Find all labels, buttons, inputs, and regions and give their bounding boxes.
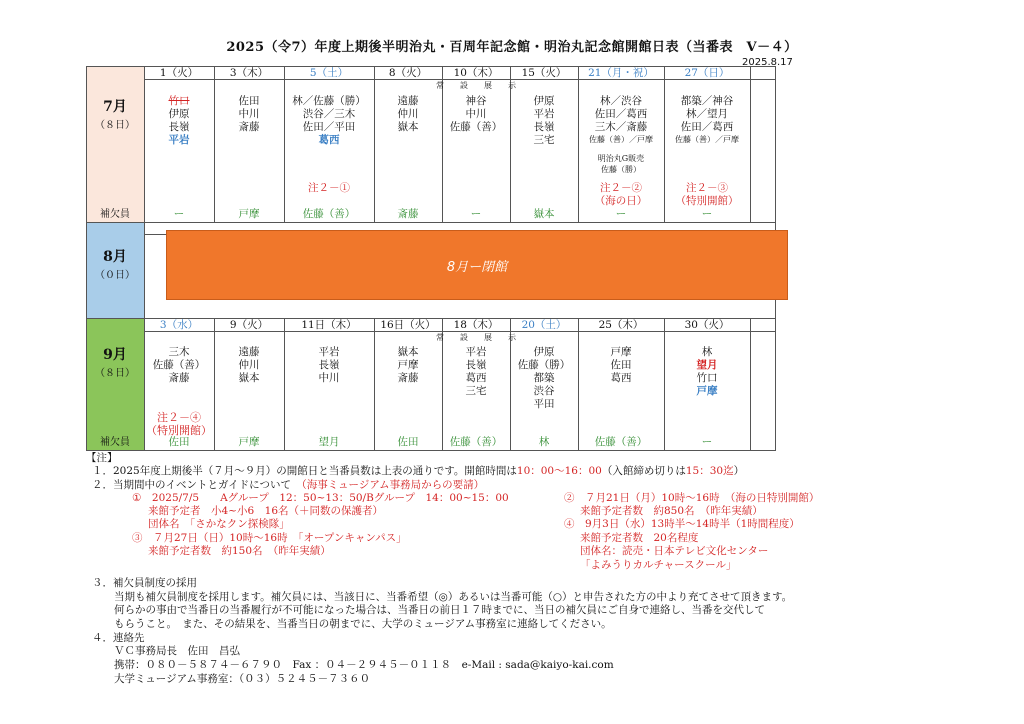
event-1-line-3: 団体名 「さかなクン探検隊」 <box>148 518 290 530</box>
july-hoketsu-2: 戸摩 <box>238 208 260 220</box>
july-header-2: 3（木） <box>229 67 269 79</box>
sep-col-8: 林 望月 竹口 戸摩 <box>696 346 718 397</box>
event-3-line-1: ③ ７月27日（日）10時～16時 「オープンキャンパス」 <box>132 532 407 544</box>
july-header-1: 1（火） <box>159 67 199 79</box>
sep-hoketsu-4: 佐田 <box>397 436 419 448</box>
sep-col-5: 平岩 長嶺 葛西 三宅 <box>465 346 487 397</box>
sep-header-8: 30（火） <box>684 319 730 331</box>
july-col-3: 林／佐藤（勝） 渋谷／三木 佐田／平田 葛西 <box>292 95 366 146</box>
july-bg <box>86 66 144 222</box>
sep-col-1: 三木 佐藤（善） 斎藤 <box>152 346 206 384</box>
july-month: 7月 <box>103 99 127 115</box>
july-hoketsu-1: ー <box>173 208 185 220</box>
sep-header-6: 20（土） <box>521 319 567 331</box>
sep-col-4: 嶽本 戸摩 斎藤 <box>397 346 419 384</box>
september-days: （８日） <box>95 368 135 379</box>
july-label <box>86 96 144 131</box>
july-col-5: 神谷 中川 佐藤（善） <box>449 95 503 133</box>
july-col-7: 林／渋谷 佐田／葛西 三木／斎藤 佐藤（善）／戸摩 明治丸G販売 佐藤（勝） <box>578 95 664 175</box>
july-hoketsu-3: 佐藤（善） <box>302 208 356 220</box>
july-permanent-exhibit: 常 設 展 示 <box>436 81 516 90</box>
july-col-2: 佐田 中川 斎藤 <box>238 95 260 133</box>
contact-office: 大学ミュージアム事務室：（０３）５２４５－７３６０ <box>114 673 371 685</box>
page-title: 2025（令7）年度上期後半明治丸・百周年記念館・明治丸記念館開館日表（当番表 V－４） <box>226 40 798 55</box>
event-2-line-2: 来館予定者数 約850名 （昨年実績） <box>580 505 763 517</box>
august-label <box>86 246 144 281</box>
sep-col-6: 伊原 佐藤（勝） 都築 渋谷 平田 <box>517 346 571 410</box>
september-month: 9月 <box>103 347 127 363</box>
july-hoketsu-label: 補欠員 <box>100 209 130 220</box>
sep-header-7: 25（木） <box>598 319 644 331</box>
august-days: （０日） <box>95 270 135 281</box>
august-month: 8月 <box>103 249 127 265</box>
sep-col-3: 平岩 長嶺 中川 <box>318 346 340 384</box>
july-header-7: 21（月・祝） <box>588 67 654 79</box>
event-4-line-3: 団体名：読売・日本テレビ文化センター <box>580 545 769 557</box>
july-header-5: 10（木） <box>453 67 499 79</box>
august-closed-banner: 8月ー閉館 <box>166 230 788 300</box>
remark-3-line-3: もらうこと。 また、その結果を、当番当日の朝までに、大学のミュージアム事務室に連絡してください。 <box>114 618 612 630</box>
july-note-1: 注２－① <box>308 182 350 194</box>
event-2-line-1: ② ７月21日（月）10時～16時 （海の日特別開館） <box>564 492 820 504</box>
event-1-line-2: 来館予定者 小4~小6 16名（＋同数の保護者） <box>148 505 384 517</box>
july-header-6: 15（火） <box>521 67 567 79</box>
schedule-table <box>86 66 776 451</box>
july-col-4: 遠藤 仲川 嶽本 <box>397 95 419 133</box>
sep-header-4: 16日（火） <box>380 319 436 331</box>
remark-4: ４．連絡先 <box>92 632 145 644</box>
sep-hoketsu-label: 補欠員 <box>100 437 130 448</box>
sep-hoketsu-8: ー <box>701 436 713 448</box>
july-header-8: 27（日） <box>684 67 730 79</box>
sep-hoketsu-6: 林 <box>538 436 550 448</box>
sep-header-1: 3（水） <box>159 319 199 331</box>
event-4-line-1: ④ 9月3日（水）13時半～14時半（1時間程度） <box>564 518 800 530</box>
july-hoketsu-7: ー <box>615 208 627 220</box>
july-hoketsu-6: 嶽本 <box>533 208 555 220</box>
remark-2: ２．当期間中のイベントとガイドについて （海事ミュージアム事務局からの要請） <box>92 479 485 491</box>
september-label <box>86 344 144 379</box>
july-col-6: 伊原 平岩 長嶺 三宅 <box>533 95 555 146</box>
event-4-line-4: 「よみうりカルチャースクール」 <box>580 559 737 571</box>
july-hoketsu-8: ー <box>701 208 713 220</box>
july-header-4: 8（火） <box>388 67 428 79</box>
remark-3-line-2: 何らかの事由で当番日の当番履行が不可能になった場合は、当番日の前日１７時までに、当日の補欠員にご自身で連絡し、当番を交代して <box>114 604 765 616</box>
july-note-3: 注２－③ （特別開館） <box>675 182 739 207</box>
sep-permanent-exhibit: 常 設 展 示 <box>436 333 516 342</box>
sale-note: 明治丸G販売 <box>597 154 645 163</box>
july-header-3: 5（土） <box>309 67 349 79</box>
remark-3-line-1: 当期も補欠員制度を採用します。補欠員には、当該日に、当番希望（◎）あるいは当番可能（○）と申告された方の中より充てさせて頂きます。 <box>114 591 793 603</box>
sep-col-7: 戸摩 佐田 葛西 <box>610 346 632 384</box>
july-hoketsu-5: ー <box>470 208 482 220</box>
remark-3: ３．補欠員制度の採用 <box>92 577 197 589</box>
july-col-1: 竹口 伊原 長嶺 平岩 <box>168 95 190 146</box>
july-days: （８日） <box>95 120 135 131</box>
sep-header-2: 9（火） <box>229 319 269 331</box>
july-col-8: 都築／神谷 林／望月 佐田／葛西 佐藤（善）／戸摩 <box>675 95 739 144</box>
remark-1: １．2025年度上期後半（７月～９月）の開館日と当番員数は上表の通りです。開館時間は10：00～16：00（入館締め切りは15：30迄） <box>92 465 745 477</box>
july-note-2: 注２－② （海の日） <box>594 182 648 207</box>
sep-hoketsu-1: 佐田 <box>168 436 190 448</box>
sep-hoketsu-3: 望月 <box>318 436 340 448</box>
contact-name: ＶＣ事務局長 佐田 昌弘 <box>114 645 240 657</box>
contact-phone: 携帯：０８０－５８７４－６７９０ Fax ：０４－２９４５－０１１８ e-Mail : sada@kaiyo-kai.com <box>114 659 614 671</box>
september-bg <box>86 318 144 451</box>
revision-date: 2025.8.17 <box>742 57 793 68</box>
sep-hoketsu-7: 佐藤（善） <box>594 436 648 448</box>
sep-hoketsu-2: 戸摩 <box>238 436 260 448</box>
remarks-heading: 【注】 <box>86 452 118 464</box>
sep-header-3: 11日（木） <box>301 319 357 331</box>
sep-note-1: 注２－④ （特別開館） <box>146 411 212 437</box>
event-4-line-2: 来館予定者数 20名程度 <box>580 532 699 544</box>
sep-header-5: 18（木） <box>453 319 499 331</box>
july-hoketsu-4: 斎藤 <box>397 208 419 220</box>
event-1-line-1: ① 2025/7/5 Aグループ 12：50~13：50/Bグループ 14：00~15：00 <box>132 492 509 504</box>
sep-col-2: 遠藤 仲川 嶽本 <box>238 346 260 384</box>
event-3-line-2: 来館予定者数 約150名 （昨年実績） <box>148 545 331 557</box>
sep-hoketsu-5: 佐藤（善） <box>449 436 503 448</box>
